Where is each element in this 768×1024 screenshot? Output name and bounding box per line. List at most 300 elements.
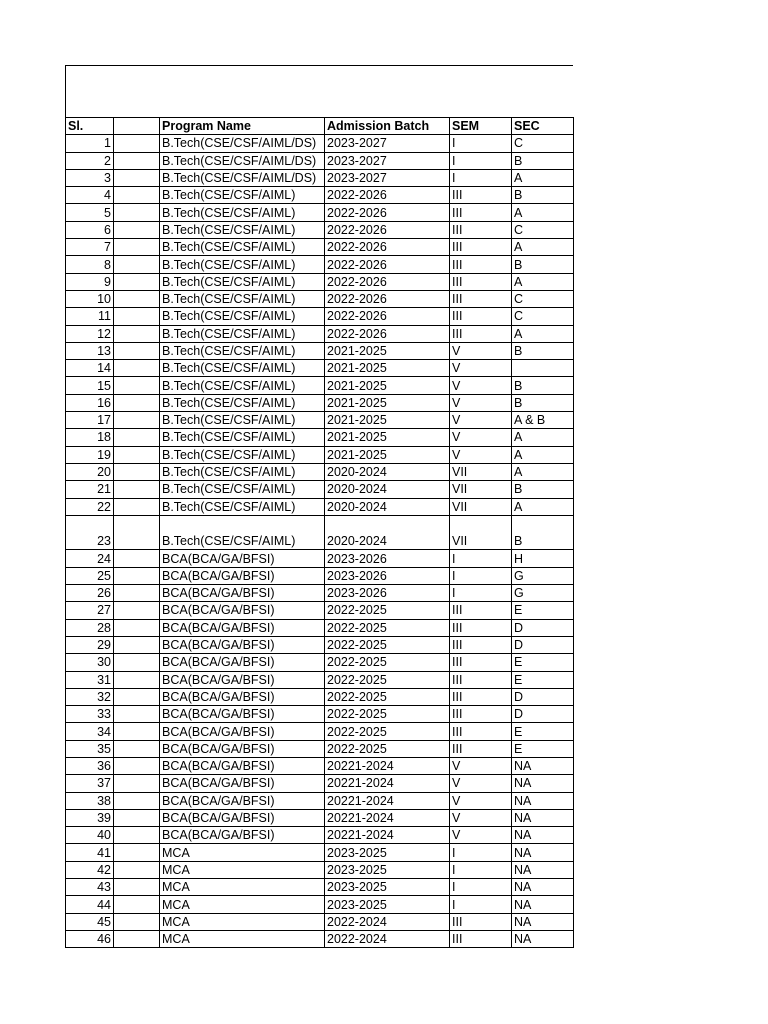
table-row <box>66 481 574 498</box>
cell-sl: 45 <box>66 913 114 930</box>
cell-blank <box>114 498 160 515</box>
cell-sec: B <box>512 394 574 411</box>
cell-program-name: B.Tech(CSE/CSF/AIML) <box>160 290 325 307</box>
cell-admission-batch: 2022-2026 <box>325 290 450 307</box>
cell-sem: I <box>450 152 512 169</box>
cell-sem: V <box>450 775 512 792</box>
cell-sl: 36 <box>66 757 114 774</box>
cell-admission-batch: 2021-2025 <box>325 446 450 463</box>
table-row <box>66 861 574 878</box>
cell-blank <box>114 775 160 792</box>
cell-program-name: B.Tech(CSE/CSF/AIML) <box>160 204 325 221</box>
table-row <box>66 360 574 377</box>
cell-sec: NA <box>512 844 574 861</box>
cell-admission-batch: 2022-2024 <box>325 913 450 930</box>
cell-blank <box>114 861 160 878</box>
cell-blank <box>114 481 160 498</box>
cell-blank <box>114 377 160 394</box>
table-row <box>66 446 574 463</box>
cell-program-name: MCA <box>160 861 325 878</box>
cell-admission-batch: 2022-2026 <box>325 221 450 238</box>
header-sec: SEC <box>512 118 574 135</box>
cell-sl: 18 <box>66 429 114 446</box>
cell-program-name: B.Tech(CSE/CSF/AIML) <box>160 239 325 256</box>
cell-sem: III <box>450 740 512 757</box>
cell-admission-batch: 2023-2025 <box>325 861 450 878</box>
cell-program-name: B.Tech(CSE/CSF/AIML) <box>160 394 325 411</box>
cell-blank <box>114 671 160 688</box>
cell-program-name: B.Tech(CSE/CSF/AIML/DS) <box>160 169 325 186</box>
cell-sec: NA <box>512 879 574 896</box>
cell-sem: III <box>450 602 512 619</box>
spreadsheet <box>65 65 573 948</box>
table-row <box>66 394 574 411</box>
cell-program-name: B.Tech(CSE/CSF/AIML) <box>160 412 325 429</box>
table-row <box>66 567 574 584</box>
cell-blank <box>114 290 160 307</box>
cell-program-name: B.Tech(CSE/CSF/AIML) <box>160 325 325 342</box>
cell-sl: 26 <box>66 585 114 602</box>
table-row <box>66 187 574 204</box>
header-row <box>66 118 574 135</box>
cell-sec <box>512 360 574 377</box>
header-sem: SEM <box>450 118 512 135</box>
cell-program-name: B.Tech(CSE/CSF/AIML) <box>160 515 325 550</box>
table-row <box>66 412 574 429</box>
table-row <box>66 930 574 947</box>
cell-blank <box>114 809 160 826</box>
cell-sec: B <box>512 256 574 273</box>
cell-admission-batch: 2022-2025 <box>325 671 450 688</box>
cell-program-name: MCA <box>160 879 325 896</box>
cell-blank <box>114 273 160 290</box>
cell-admission-batch: 2022-2025 <box>325 740 450 757</box>
cell-blank <box>114 360 160 377</box>
cell-sl: 32 <box>66 688 114 705</box>
cell-admission-batch: 2022-2026 <box>325 325 450 342</box>
cell-program-name: B.Tech(CSE/CSF/AIML/DS) <box>160 135 325 152</box>
table-row <box>66 152 574 169</box>
table-row <box>66 879 574 896</box>
cell-sl: 33 <box>66 706 114 723</box>
cell-admission-batch: 2020-2024 <box>325 515 450 550</box>
cell-admission-batch: 2022-2024 <box>325 930 450 947</box>
cell-sl: 8 <box>66 256 114 273</box>
cell-sec: E <box>512 602 574 619</box>
cell-sec: NA <box>512 827 574 844</box>
cell-admission-batch: 2022-2026 <box>325 273 450 290</box>
table-row <box>66 827 574 844</box>
cell-program-name: B.Tech(CSE/CSF/AIML) <box>160 498 325 515</box>
cell-admission-batch: 2023-2027 <box>325 152 450 169</box>
cell-sem: V <box>450 412 512 429</box>
cell-sec: B <box>512 481 574 498</box>
table-row <box>66 377 574 394</box>
cell-program-name: B.Tech(CSE/CSF/AIML) <box>160 481 325 498</box>
cell-blank <box>114 636 160 653</box>
cell-sem: I <box>450 567 512 584</box>
cell-program-name: BCA(BCA/GA/BFSI) <box>160 567 325 584</box>
table-row <box>66 723 574 740</box>
cell-blank <box>114 239 160 256</box>
cell-program-name: B.Tech(CSE/CSF/AIML) <box>160 446 325 463</box>
table-row <box>66 463 574 480</box>
cell-sl: 21 <box>66 481 114 498</box>
cell-sec: A <box>512 429 574 446</box>
cell-sl: 41 <box>66 844 114 861</box>
cell-blank <box>114 152 160 169</box>
cell-program-name: MCA <box>160 930 325 947</box>
cell-sem: III <box>450 930 512 947</box>
cell-blank <box>114 463 160 480</box>
cell-sl: 2 <box>66 152 114 169</box>
table-row <box>66 429 574 446</box>
cell-sl: 37 <box>66 775 114 792</box>
cell-sl: 24 <box>66 550 114 567</box>
cell-program-name: BCA(BCA/GA/BFSI) <box>160 740 325 757</box>
cell-blank <box>114 515 160 550</box>
cell-sl: 28 <box>66 619 114 636</box>
table-row <box>66 325 574 342</box>
cell-program-name: BCA(BCA/GA/BFSI) <box>160 792 325 809</box>
table-row <box>66 740 574 757</box>
cell-sec: B <box>512 187 574 204</box>
cell-admission-batch: 2021-2025 <box>325 342 450 359</box>
table-row <box>66 498 574 515</box>
cell-blank <box>114 602 160 619</box>
cell-sec: A <box>512 204 574 221</box>
cell-blank <box>114 619 160 636</box>
cell-sl: 15 <box>66 377 114 394</box>
cell-program-name: BCA(BCA/GA/BFSI) <box>160 602 325 619</box>
cell-sem: I <box>450 585 512 602</box>
cell-sec: NA <box>512 896 574 913</box>
cell-sec: B <box>512 152 574 169</box>
cell-sec: NA <box>512 775 574 792</box>
cell-admission-batch: 2022-2025 <box>325 688 450 705</box>
cell-program-name: B.Tech(CSE/CSF/AIML/DS) <box>160 152 325 169</box>
table-row <box>66 239 574 256</box>
cell-program-name: BCA(BCA/GA/BFSI) <box>160 706 325 723</box>
cell-sem: V <box>450 809 512 826</box>
cell-admission-batch: 2022-2026 <box>325 204 450 221</box>
cell-admission-batch: 2023-2025 <box>325 844 450 861</box>
cell-sec: NA <box>512 861 574 878</box>
cell-sec: NA <box>512 913 574 930</box>
cell-program-name: BCA(BCA/GA/BFSI) <box>160 550 325 567</box>
cell-sem: V <box>450 757 512 774</box>
table-row <box>66 221 574 238</box>
cell-sem: VII <box>450 463 512 480</box>
table-row <box>66 619 574 636</box>
cell-admission-batch: 20221-2024 <box>325 757 450 774</box>
cell-sec: C <box>512 308 574 325</box>
cell-sl: 44 <box>66 896 114 913</box>
cell-sec: C <box>512 221 574 238</box>
cell-sec: A <box>512 463 574 480</box>
cell-sem: III <box>450 688 512 705</box>
cell-sem: VII <box>450 498 512 515</box>
cell-admission-batch: 2023-2027 <box>325 169 450 186</box>
cell-sem: III <box>450 308 512 325</box>
cell-sl: 7 <box>66 239 114 256</box>
table-row <box>66 671 574 688</box>
cell-program-name: BCA(BCA/GA/BFSI) <box>160 757 325 774</box>
cell-sl: 31 <box>66 671 114 688</box>
table-row <box>66 308 574 325</box>
cell-admission-batch: 2022-2025 <box>325 602 450 619</box>
cell-program-name: BCA(BCA/GA/BFSI) <box>160 585 325 602</box>
cell-sec: A <box>512 239 574 256</box>
cell-sec: C <box>512 135 574 152</box>
cell-admission-batch: 2022-2025 <box>325 706 450 723</box>
cell-sem: VII <box>450 515 512 550</box>
cell-program-name: B.Tech(CSE/CSF/AIML) <box>160 377 325 394</box>
cell-blank <box>114 256 160 273</box>
cell-sem: VII <box>450 481 512 498</box>
cell-sec: A <box>512 446 574 463</box>
cell-program-name: BCA(BCA/GA/BFSI) <box>160 827 325 844</box>
cell-sem: I <box>450 169 512 186</box>
cell-blank <box>114 187 160 204</box>
cell-admission-batch: 2020-2024 <box>325 481 450 498</box>
cell-program-name: BCA(BCA/GA/BFSI) <box>160 619 325 636</box>
table-row <box>66 585 574 602</box>
cell-admission-batch: 2023-2026 <box>325 585 450 602</box>
cell-program-name: BCA(BCA/GA/BFSI) <box>160 654 325 671</box>
cell-sec: H <box>512 550 574 567</box>
cell-sl: 13 <box>66 342 114 359</box>
cell-sem: III <box>450 654 512 671</box>
cell-blank <box>114 723 160 740</box>
table-row <box>66 844 574 861</box>
table-row <box>66 654 574 671</box>
cell-sem: III <box>450 723 512 740</box>
cell-sl: 4 <box>66 187 114 204</box>
cell-sl: 5 <box>66 204 114 221</box>
cell-sl: 6 <box>66 221 114 238</box>
cell-program-name: MCA <box>160 913 325 930</box>
cell-sem: V <box>450 394 512 411</box>
cell-admission-batch: 2021-2025 <box>325 429 450 446</box>
cell-sl: 19 <box>66 446 114 463</box>
table-row <box>66 290 574 307</box>
cell-program-name: MCA <box>160 844 325 861</box>
cell-blank <box>114 394 160 411</box>
cell-sl: 35 <box>66 740 114 757</box>
cell-sl: 11 <box>66 308 114 325</box>
cell-blank <box>114 844 160 861</box>
cell-admission-batch: 2022-2025 <box>325 619 450 636</box>
table-row <box>66 775 574 792</box>
cell-sem: III <box>450 913 512 930</box>
cell-sl: 27 <box>66 602 114 619</box>
cell-sem: I <box>450 861 512 878</box>
cell-blank <box>114 688 160 705</box>
table-row <box>66 169 574 186</box>
header-blank <box>114 118 160 135</box>
cell-sem: I <box>450 135 512 152</box>
cell-sem: III <box>450 239 512 256</box>
cell-sec: C <box>512 290 574 307</box>
cell-admission-batch: 2022-2025 <box>325 636 450 653</box>
cell-sem: V <box>450 360 512 377</box>
cell-sem: V <box>450 792 512 809</box>
cell-sec: D <box>512 688 574 705</box>
table-row <box>66 515 574 550</box>
cell-program-name: MCA <box>160 896 325 913</box>
cell-program-name: B.Tech(CSE/CSF/AIML) <box>160 273 325 290</box>
cell-program-name: B.Tech(CSE/CSF/AIML) <box>160 342 325 359</box>
cell-blank <box>114 550 160 567</box>
table-row <box>66 792 574 809</box>
cell-sem: III <box>450 619 512 636</box>
cell-sl: 20 <box>66 463 114 480</box>
cell-blank <box>114 896 160 913</box>
cell-admission-batch: 2023-2026 <box>325 567 450 584</box>
cell-blank <box>114 913 160 930</box>
cell-sem: III <box>450 273 512 290</box>
table-row <box>66 688 574 705</box>
cell-sem: I <box>450 896 512 913</box>
cell-sec: A <box>512 498 574 515</box>
cell-sec: E <box>512 740 574 757</box>
cell-admission-batch: 2022-2025 <box>325 654 450 671</box>
cell-sl: 16 <box>66 394 114 411</box>
cell-sec: E <box>512 723 574 740</box>
cell-admission-batch: 2022-2025 <box>325 723 450 740</box>
cell-sem: V <box>450 429 512 446</box>
cell-sl: 1 <box>66 135 114 152</box>
header-admission-batch: Admission Batch <box>325 118 450 135</box>
table-row <box>66 602 574 619</box>
cell-sec: NA <box>512 757 574 774</box>
cell-admission-batch: 2021-2025 <box>325 394 450 411</box>
cell-blank <box>114 221 160 238</box>
cell-admission-batch: 2022-2026 <box>325 187 450 204</box>
table-row <box>66 204 574 221</box>
cell-sl: 34 <box>66 723 114 740</box>
cell-sem: V <box>450 342 512 359</box>
table-row <box>66 636 574 653</box>
cell-sl: 9 <box>66 273 114 290</box>
cell-admission-batch: 2023-2025 <box>325 896 450 913</box>
cell-sec: B <box>512 377 574 394</box>
cell-program-name: B.Tech(CSE/CSF/AIML) <box>160 360 325 377</box>
cell-sem: III <box>450 325 512 342</box>
cell-program-name: B.Tech(CSE/CSF/AIML) <box>160 256 325 273</box>
table-row <box>66 896 574 913</box>
cell-sl: 25 <box>66 567 114 584</box>
table-row <box>66 342 574 359</box>
cell-sem: I <box>450 879 512 896</box>
cell-sec: A <box>512 273 574 290</box>
cell-program-name: B.Tech(CSE/CSF/AIML) <box>160 308 325 325</box>
cell-blank <box>114 740 160 757</box>
cell-sec: A <box>512 169 574 186</box>
cell-admission-batch: 2021-2025 <box>325 412 450 429</box>
cell-blank <box>114 446 160 463</box>
cell-sl: 46 <box>66 930 114 947</box>
cell-sem: III <box>450 221 512 238</box>
cell-sec: D <box>512 636 574 653</box>
program-table <box>65 117 574 948</box>
cell-program-name: BCA(BCA/GA/BFSI) <box>160 671 325 688</box>
cell-admission-batch: 20221-2024 <box>325 775 450 792</box>
cell-sec: A & B <box>512 412 574 429</box>
cell-blank <box>114 706 160 723</box>
cell-sl: 43 <box>66 879 114 896</box>
cell-sl: 10 <box>66 290 114 307</box>
cell-program-name: B.Tech(CSE/CSF/AIML) <box>160 221 325 238</box>
cell-sem: III <box>450 256 512 273</box>
cell-blank <box>114 585 160 602</box>
cell-blank <box>114 308 160 325</box>
cell-admission-batch: 2021-2025 <box>325 377 450 394</box>
cell-admission-batch: 2020-2024 <box>325 498 450 515</box>
cell-admission-batch: 20221-2024 <box>325 792 450 809</box>
table-row <box>66 913 574 930</box>
cell-blank <box>114 654 160 671</box>
cell-sl: 39 <box>66 809 114 826</box>
cell-blank <box>114 412 160 429</box>
cell-admission-batch: 2020-2024 <box>325 463 450 480</box>
cell-sec: E <box>512 654 574 671</box>
cell-sec: NA <box>512 792 574 809</box>
cell-blank <box>114 792 160 809</box>
cell-blank <box>114 342 160 359</box>
cell-sem: III <box>450 636 512 653</box>
cell-sl: 29 <box>66 636 114 653</box>
cell-sec: B <box>512 342 574 359</box>
cell-blank <box>114 325 160 342</box>
header-sl: Sl. <box>66 118 114 135</box>
table-row <box>66 135 574 152</box>
cell-sec: G <box>512 567 574 584</box>
cell-sem: V <box>450 827 512 844</box>
cell-sec: D <box>512 706 574 723</box>
cell-sl: 12 <box>66 325 114 342</box>
cell-sec: NA <box>512 809 574 826</box>
cell-sem: V <box>450 446 512 463</box>
cell-sec: G <box>512 585 574 602</box>
cell-sec: B <box>512 515 574 550</box>
cell-sem: III <box>450 671 512 688</box>
cell-admission-batch: 2023-2025 <box>325 879 450 896</box>
cell-blank <box>114 879 160 896</box>
cell-sl: 17 <box>66 412 114 429</box>
cell-program-name: BCA(BCA/GA/BFSI) <box>160 809 325 826</box>
table-row <box>66 706 574 723</box>
cell-program-name: B.Tech(CSE/CSF/AIML) <box>160 463 325 480</box>
cell-blank <box>114 757 160 774</box>
cell-admission-batch: 2022-2026 <box>325 256 450 273</box>
header-program-name: Program Name <box>160 118 325 135</box>
cell-blank <box>114 567 160 584</box>
table-row <box>66 550 574 567</box>
cell-blank <box>114 429 160 446</box>
cell-sl: 40 <box>66 827 114 844</box>
cell-sec: A <box>512 325 574 342</box>
cell-admission-batch: 20221-2024 <box>325 827 450 844</box>
cell-sem: III <box>450 204 512 221</box>
cell-program-name: BCA(BCA/GA/BFSI) <box>160 775 325 792</box>
table-row <box>66 757 574 774</box>
cell-sl: 30 <box>66 654 114 671</box>
cell-sl: 23 <box>66 515 114 550</box>
table-row <box>66 809 574 826</box>
cell-sem: I <box>450 550 512 567</box>
